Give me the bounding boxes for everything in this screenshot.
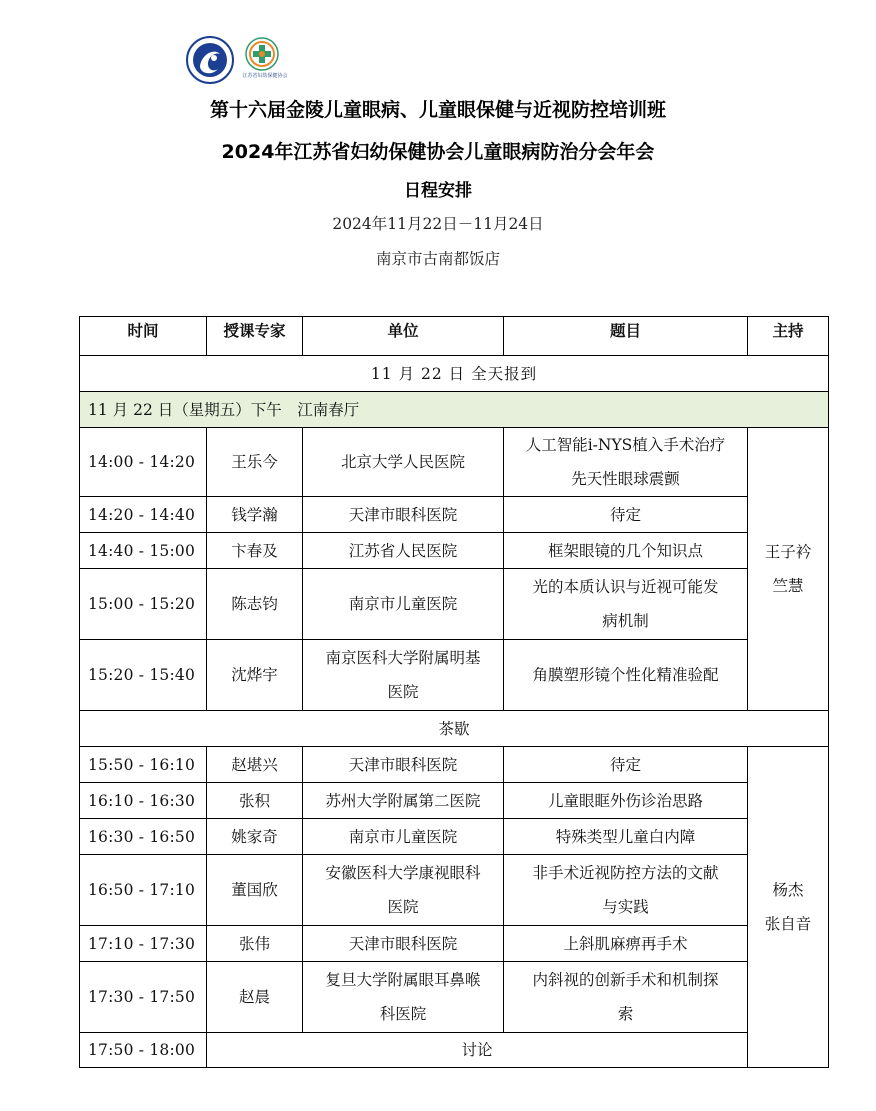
topic-cell: 待定 <box>504 747 748 783</box>
unit-cell <box>303 855 504 926</box>
registration-row <box>80 356 829 392</box>
schedule-table <box>79 316 829 1068</box>
speaker-cell: 钱学瀚 <box>207 497 303 533</box>
host-name: 张自音 <box>764 915 812 933</box>
speaker-cell: 姚家奇 <box>207 819 303 855</box>
unit-cell <box>303 962 504 1033</box>
maternal-child-health-logo-icon <box>238 36 286 74</box>
table-row <box>80 819 829 855</box>
speaker-cell: 董国欣 <box>207 855 303 926</box>
time-cell: 14:40 - 15:00 <box>80 533 207 569</box>
table-row <box>80 855 829 926</box>
table-row <box>80 783 829 819</box>
speaker-cell: 张积 <box>207 783 303 819</box>
host-name: 竺慧 <box>772 577 804 595</box>
topic-cell <box>504 428 748 497</box>
event-venue: 南京市古南都饭店 <box>375 250 500 268</box>
host-cell <box>748 747 829 1068</box>
unit-cell: 南京市儿童医院 <box>303 569 504 640</box>
unit-line: 医院 <box>387 683 419 701</box>
time-cell: 16:30 - 16:50 <box>80 819 207 855</box>
discussion-cell: 讨论 <box>207 1033 748 1068</box>
speaker-cell: 赵晨 <box>207 962 303 1033</box>
topic-line: 索 <box>617 1005 634 1023</box>
time-cell: 14:20 - 14:40 <box>80 497 207 533</box>
page-subtitle: 2024年江苏省妇幼保健协会儿童眼病防治分会年会 <box>221 141 655 163</box>
topic-cell: 框架眼镜的几个知识点 <box>504 533 748 569</box>
table-row <box>80 962 829 1033</box>
logo-caption: 江苏省妇幼保健协会 <box>242 73 288 79</box>
time-cell: 17:10 - 17:30 <box>80 926 207 962</box>
table-row <box>80 747 829 783</box>
registration-cell: 11 月 22 日 全天报到 <box>80 356 829 392</box>
unit-line: 北京大学人民医院 <box>340 453 465 471</box>
speaker-cell: 赵堪兴 <box>207 747 303 783</box>
topic-cell <box>504 962 748 1033</box>
time-cell: 15:50 - 16:10 <box>80 747 207 783</box>
time-cell: 17:50 - 18:00 <box>80 1033 207 1068</box>
topic-cell: 特殊类型儿童白内障 <box>504 819 748 855</box>
speaker-cell: 卞春及 <box>207 533 303 569</box>
topic-cell <box>504 569 748 640</box>
speaker-cell: 张伟 <box>207 926 303 962</box>
topic-line: 先天性眼球震颤 <box>571 470 680 488</box>
time-cell: 16:10 - 16:30 <box>80 783 207 819</box>
column-header-speaker: 授课专家 <box>207 317 303 356</box>
topic-cell: 儿童眼眶外伤诊治思路 <box>504 783 748 819</box>
host-name: 杨杰 <box>772 881 804 899</box>
event-dates: 2024年11月22日－11月24日 <box>332 215 544 233</box>
unit-cell: 南京市儿童医院 <box>303 819 504 855</box>
break-cell: 茶歇 <box>80 711 829 747</box>
schedule-heading: 日程安排 <box>404 181 472 201</box>
time-cell: 17:30 - 17:50 <box>80 962 207 1033</box>
unit-cell: 天津市眼科医院 <box>303 747 504 783</box>
session-title-cell: 11 月 22 日（星期五）下午 江南春厅 <box>80 392 829 428</box>
topic-cell: 角膜塑形镜个性化精准验配 <box>504 640 748 711</box>
topic-line: 非手术近视防控方法的文献 <box>532 864 719 882</box>
unit-line: 安徽医科大学康视眼科 <box>325 864 481 882</box>
speaker-cell: 沈烨宇 <box>207 640 303 711</box>
unit-line: 医院 <box>387 898 419 916</box>
column-header-host: 主持 <box>748 317 829 356</box>
time-cell: 14:00 - 14:20 <box>80 428 207 497</box>
table-row <box>80 497 829 533</box>
host-cell <box>748 428 829 711</box>
table-row <box>80 640 829 711</box>
unit-cell: 天津市眼科医院 <box>303 497 504 533</box>
table-row <box>80 569 829 640</box>
unit-cell: 江苏省人民医院 <box>303 533 504 569</box>
time-cell: 16:50 - 17:10 <box>80 855 207 926</box>
topic-line: 与实践 <box>602 898 649 916</box>
topic-cell: 待定 <box>504 497 748 533</box>
time-cell: 15:00 - 15:20 <box>80 569 207 640</box>
jinling-eye-logo-icon <box>186 36 234 84</box>
topic-cell: 上斜肌麻痹再手术 <box>504 926 748 962</box>
break-row <box>80 711 829 747</box>
topic-line: 内斜视的创新手术和机制探 <box>532 971 719 989</box>
table-row <box>80 926 829 962</box>
unit-line: 南京医科大学附属明基 <box>325 649 481 667</box>
topic-line: 光的本质认识与近视可能发 <box>532 578 719 596</box>
host-name: 王子衿 <box>764 543 812 561</box>
page-title: 第十六届金陵儿童眼病、儿童眼保健与近视防控培训班 <box>209 99 666 121</box>
unit-cell <box>303 640 504 711</box>
unit-cell: 天津市眼科医院 <box>303 926 504 962</box>
topic-cell <box>504 855 748 926</box>
table-header-row <box>80 317 829 356</box>
discussion-row <box>80 1033 829 1068</box>
column-header-unit: 单位 <box>303 317 504 356</box>
column-header-topic: 题目 <box>504 317 748 356</box>
column-header-time: 时间 <box>80 317 207 356</box>
unit-cell <box>303 428 504 497</box>
table-row <box>80 533 829 569</box>
unit-line: 科医院 <box>379 1005 427 1023</box>
time-cell: 15:20 - 15:40 <box>80 640 207 711</box>
table-row <box>80 428 829 497</box>
unit-cell: 苏州大学附属第二医院 <box>303 783 504 819</box>
speaker-cell: 陈志钧 <box>207 569 303 640</box>
unit-line: 复旦大学附属眼耳鼻喉 <box>325 971 481 989</box>
topic-line: 病机制 <box>602 612 649 630</box>
topic-line: 人工智能i-NYS植入手术治疗 <box>525 436 726 454</box>
session-row <box>80 392 829 428</box>
speaker-cell: 王乐今 <box>207 428 303 497</box>
